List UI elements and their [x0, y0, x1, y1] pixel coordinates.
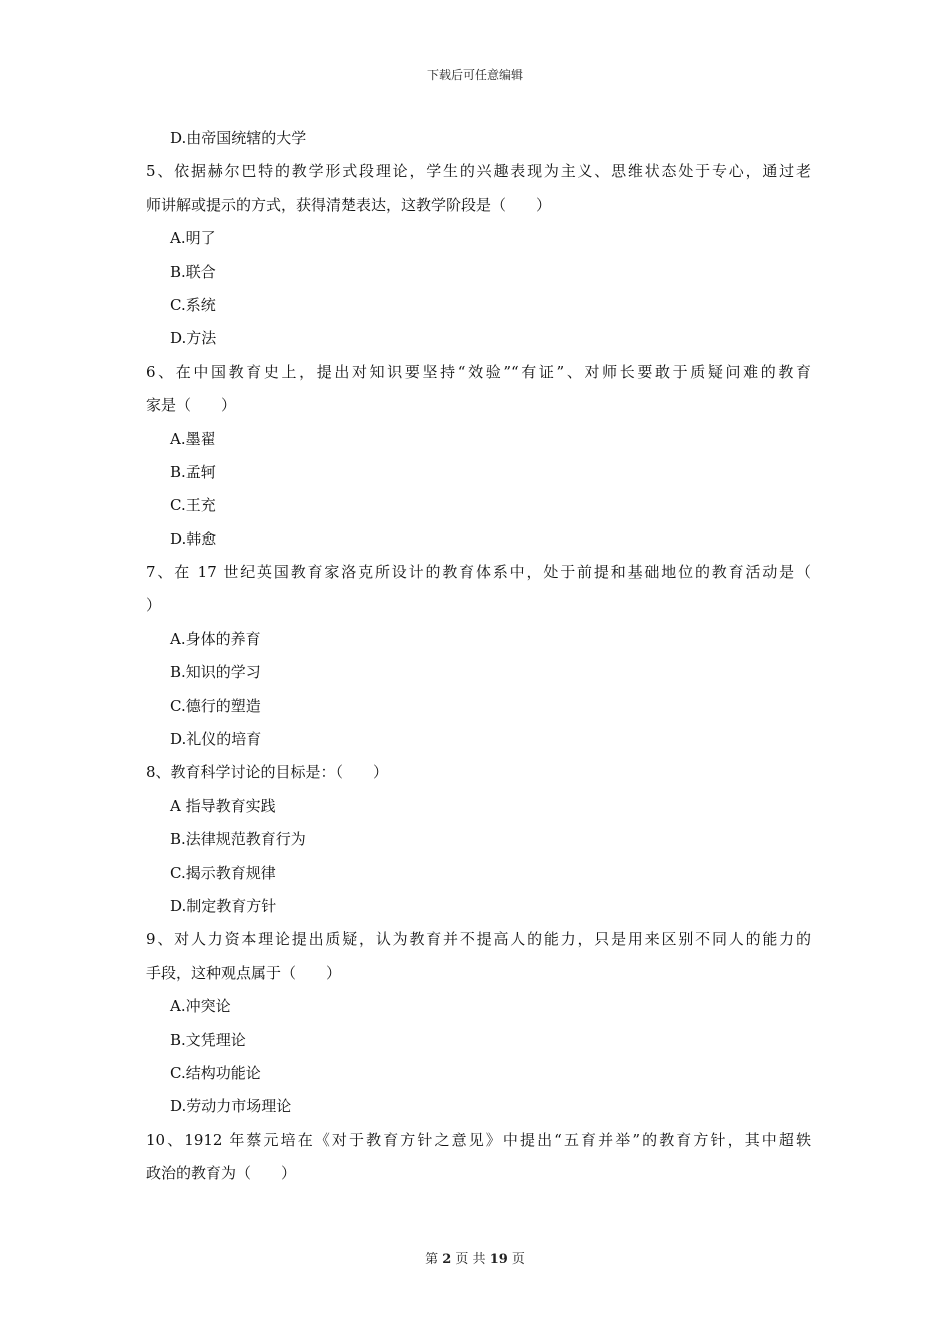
question-text: 7、在 17 世纪英国教育家洛克所设计的教育体系中，处于前提和基础地位的教育活动是（	[146, 563, 811, 582]
answer-option: D.劳动力市场理论	[170, 1097, 292, 1116]
answer-option: A.冲突论	[170, 997, 231, 1016]
answer-option: C.系统	[170, 295, 216, 314]
answer-option: C.王充	[170, 496, 216, 515]
question-text-continued: ）	[146, 596, 162, 615]
question-text-continued: 手段，这种观点属于（ ）	[146, 963, 342, 982]
footer-prefix: 第	[425, 1252, 439, 1267]
answer-option: D.由帝国统辖的大学	[170, 129, 307, 147]
answer-option: D.方法	[170, 329, 217, 348]
answer-option: C.德行的塑造	[170, 696, 261, 715]
answer-option: B.文凭理论	[170, 1030, 246, 1049]
page-footer	[0, 1248, 950, 1267]
answer-option: C.揭示教育规律	[170, 863, 276, 882]
footer-middle: 页 共	[455, 1252, 486, 1267]
question-text-continued: 家是（ ）	[146, 396, 237, 415]
question-text: 5、依据赫尔巴特的教学形式段理论，学生的兴趣表现为主义、思维状态处于专心，通过老	[146, 162, 811, 181]
question-text-continued: 8、教育科学讨论的目标是：（ ）	[146, 763, 389, 782]
question-text-continued: 师讲解或提示的方式，获得清楚表达，这教学阶段是（ ）	[146, 195, 552, 214]
answer-option: A 指导教育实践	[170, 796, 276, 815]
footer-page-number: 2	[442, 1252, 452, 1267]
answer-option: A.明了	[170, 229, 216, 248]
question-text: 9、对人力资本理论提出质疑，认为教育并不提高人的能力，只是用来区别不同人的能力的	[146, 930, 811, 949]
question-text: 10、1912 年蔡元培在《对于教育方针之意见》中提出“五育并举”的教育方针，其中超轶	[146, 1130, 811, 1149]
answer-option: A.身体的养育	[170, 629, 261, 648]
answer-option: B.知识的学习	[170, 663, 261, 682]
answer-option: D.韩愈	[170, 529, 217, 548]
question-text: 6、在中国教育史上，提出对知识要坚持“效验”“有证”、对师长要敢于质疑问难的教育	[146, 362, 811, 381]
page-header: 下载后可任意编辑	[426, 68, 523, 82]
answer-option: D.礼仪的培育	[170, 730, 262, 749]
question-text-continued: 政治的教育为（ ）	[146, 1164, 297, 1183]
answer-option: B.法律规范教育行为	[170, 830, 306, 849]
answer-option: A.墨翟	[170, 429, 216, 448]
answer-option: D.制定教育方针	[170, 896, 277, 915]
answer-option: B.孟轲	[170, 462, 216, 481]
answer-option: C.结构功能论	[170, 1063, 261, 1082]
answer-option: B.联合	[170, 262, 216, 281]
footer-total-pages: 19	[489, 1252, 508, 1267]
footer-suffix: 页	[511, 1252, 525, 1267]
question-content	[146, 122, 811, 1191]
